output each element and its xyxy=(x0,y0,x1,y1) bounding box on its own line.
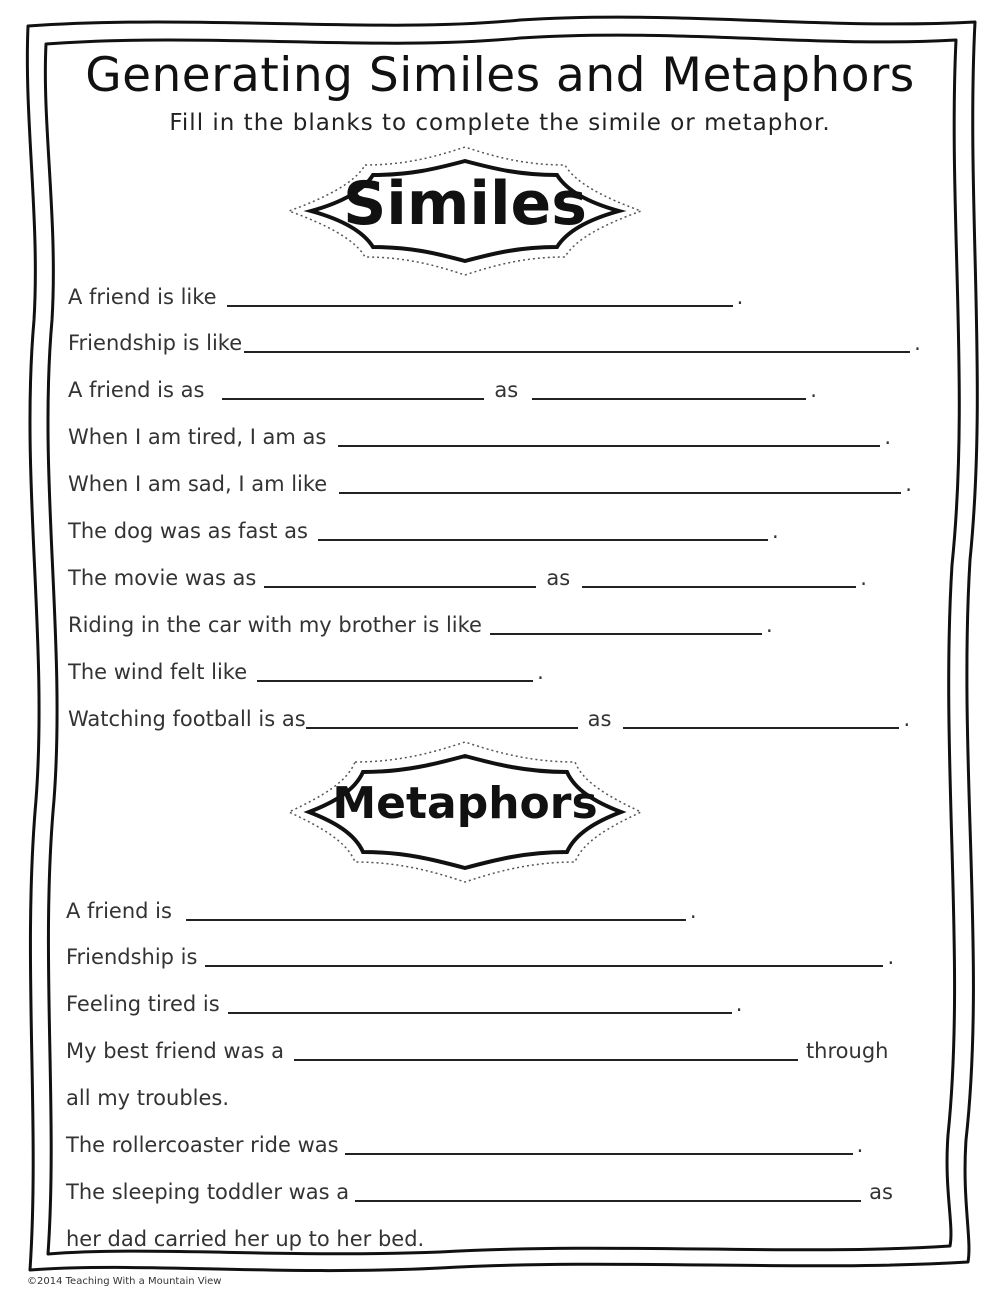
prompt-text: When I am sad, I am like xyxy=(68,472,328,496)
simile-line-2 xyxy=(68,322,921,356)
line-end: . xyxy=(887,945,895,969)
prompt-text: A friend is as xyxy=(68,378,205,402)
simile-line-10 xyxy=(68,698,910,732)
line-end: . xyxy=(903,707,911,731)
line-end: . xyxy=(905,472,912,496)
metaphor-line-3 xyxy=(66,983,742,1017)
simile-line-4 xyxy=(68,416,891,450)
metaphor-line-2 xyxy=(66,936,894,970)
answer-blank[interactable] xyxy=(294,1039,798,1061)
continuation-text: as xyxy=(869,1180,893,1204)
line-end: . xyxy=(771,519,779,543)
prompt-text: her dad carried her up to her bed. xyxy=(66,1227,425,1251)
prompt-text: Riding in the car with my brother is like xyxy=(68,613,482,637)
line-end: . xyxy=(765,613,773,637)
line-end: . xyxy=(860,566,867,590)
similes-heading: Similes xyxy=(343,169,587,239)
prompt-text: The dog was as fast as xyxy=(68,519,308,543)
prompt-text: A friend is xyxy=(66,899,172,923)
answer-blank[interactable] xyxy=(186,899,686,921)
answer-blank[interactable] xyxy=(355,1180,861,1202)
similes-banner xyxy=(285,143,645,283)
simile-line-8 xyxy=(68,604,773,638)
continuation-text: through xyxy=(805,1039,889,1063)
answer-blank[interactable] xyxy=(264,566,536,588)
connector-text: as xyxy=(587,707,612,731)
metaphor-line-5 xyxy=(66,1124,863,1158)
answer-blank[interactable] xyxy=(227,285,733,307)
simile-line-7 xyxy=(68,557,867,591)
metaphor-line-1 xyxy=(66,890,697,924)
prompt-text: The movie was as xyxy=(68,566,257,590)
prompt-text: My best friend was a xyxy=(66,1039,284,1063)
line-end: . xyxy=(810,378,817,402)
prompt-text: A friend is like xyxy=(68,285,217,309)
prompt-text: The wind felt like xyxy=(68,660,248,684)
simile-line-5 xyxy=(68,463,912,497)
connector-text: as xyxy=(494,378,519,402)
metaphor-line-6 xyxy=(66,1171,893,1205)
simile-line-3 xyxy=(68,369,817,403)
metaphors-banner xyxy=(285,738,645,886)
prompt-text: all my troubles. xyxy=(66,1086,230,1110)
answer-blank[interactable] xyxy=(582,566,856,588)
prompt-text: The sleeping toddler was a xyxy=(66,1180,350,1204)
answer-blank[interactable] xyxy=(338,425,880,447)
copyright-text: ©2014 Teaching With a Mountain View xyxy=(27,1276,222,1287)
instructions: Fill in the blanks to complete the simile or metaphor. xyxy=(169,110,831,136)
answer-blank[interactable] xyxy=(306,707,578,729)
connector-text: as xyxy=(546,566,571,590)
line-end: . xyxy=(689,899,697,923)
prompt-text: When I am tired, I am as xyxy=(68,425,327,449)
answer-blank[interactable] xyxy=(532,378,806,400)
simile-line-9 xyxy=(68,651,544,685)
metaphor-line-6-continued xyxy=(66,1218,424,1252)
prompt-text: Feeling tired is xyxy=(66,992,220,1016)
answer-blank[interactable] xyxy=(339,472,901,494)
metaphor-line-4 xyxy=(66,1030,888,1064)
simile-line-1 xyxy=(68,276,743,310)
answer-blank[interactable] xyxy=(623,707,899,729)
prompt-text: Friendship is xyxy=(66,945,198,969)
answer-blank[interactable] xyxy=(318,519,768,541)
page-title: Generating Similes and Metaphors xyxy=(85,48,915,103)
line-end: . xyxy=(736,285,744,309)
answer-blank[interactable] xyxy=(205,945,883,967)
prompt-text: The rollercoaster ride was xyxy=(66,1133,339,1157)
line-end: . xyxy=(856,1133,864,1157)
prompt-text: Friendship is like xyxy=(68,331,243,355)
answer-blank[interactable] xyxy=(244,331,910,353)
answer-blank[interactable] xyxy=(222,378,484,400)
answer-blank[interactable] xyxy=(228,992,732,1014)
line-end: . xyxy=(735,992,743,1016)
line-end: . xyxy=(914,331,921,355)
prompt-text: Watching football is as xyxy=(68,707,306,731)
metaphor-line-4-continued xyxy=(66,1077,229,1111)
line-end: . xyxy=(884,425,892,449)
answer-blank[interactable] xyxy=(490,613,762,635)
answer-blank[interactable] xyxy=(345,1133,853,1155)
simile-line-6 xyxy=(68,510,779,544)
metaphors-heading: Metaphors xyxy=(332,778,598,829)
line-end: . xyxy=(537,660,544,684)
answer-blank[interactable] xyxy=(257,660,533,682)
